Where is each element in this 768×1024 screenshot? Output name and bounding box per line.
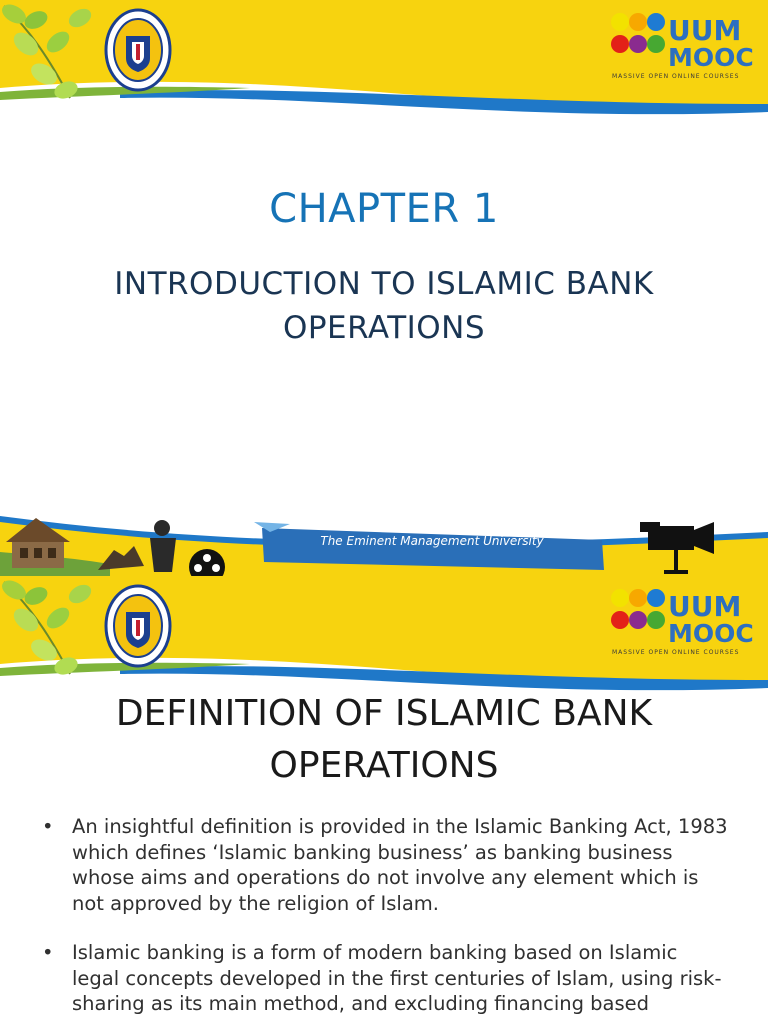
- film-reel-icon: [186, 546, 228, 576]
- uum-mooc-logo: [608, 10, 760, 82]
- university-seal-icon: [104, 584, 172, 668]
- slide-definition: [0, 576, 768, 1024]
- uum-mooc-logo: [608, 586, 760, 658]
- students-silhouette-icon: [90, 516, 190, 576]
- bullet-dot: •: [42, 815, 54, 838]
- list-item: [40, 940, 730, 1017]
- bullet-text: An insightful definition is provided in the Islamic Banking Act, 1983 which defines ‘Islamic banking business’ as banking business whose aims and operations do not involve any element which is not approved by the religion of Islam.: [72, 815, 728, 915]
- brand-bottom-text: MOOC: [668, 619, 754, 648]
- chapter-subtitle: INTRODUCTION TO ISLAMIC BANK OPERATIONS: [114, 266, 654, 346]
- leaf-branch-icon: [0, 576, 110, 681]
- brand-top-text: UUM: [668, 14, 742, 47]
- bullet-list: [40, 814, 730, 1024]
- list-item: [40, 814, 730, 916]
- video-camera-icon: [640, 514, 720, 576]
- bullet-text: Islamic banking is a form of modern banking based on Islamic legal concepts developed in the first centuries of Islam, using risk-sharing as its main method, and excluding financing based: [72, 941, 722, 1015]
- brand-top-text: UUM: [668, 590, 742, 623]
- chapter-title: CHAPTER 1: [269, 186, 499, 232]
- banner-tagline: The Eminent Management University: [320, 534, 544, 548]
- tagline-text: MASSIVE OPEN ONLINE COURSES: [612, 73, 740, 80]
- brand-bottom-text: MOOC: [668, 43, 754, 72]
- leaf-branch-icon: [0, 0, 110, 105]
- university-seal-icon: [104, 8, 172, 92]
- tagline-text: MASSIVE OPEN ONLINE COURSES: [612, 649, 740, 656]
- slide-title: DEFINITION OF ISLAMIC BANK OPERATIONS: [115, 693, 653, 786]
- bullet-dot: •: [42, 941, 54, 964]
